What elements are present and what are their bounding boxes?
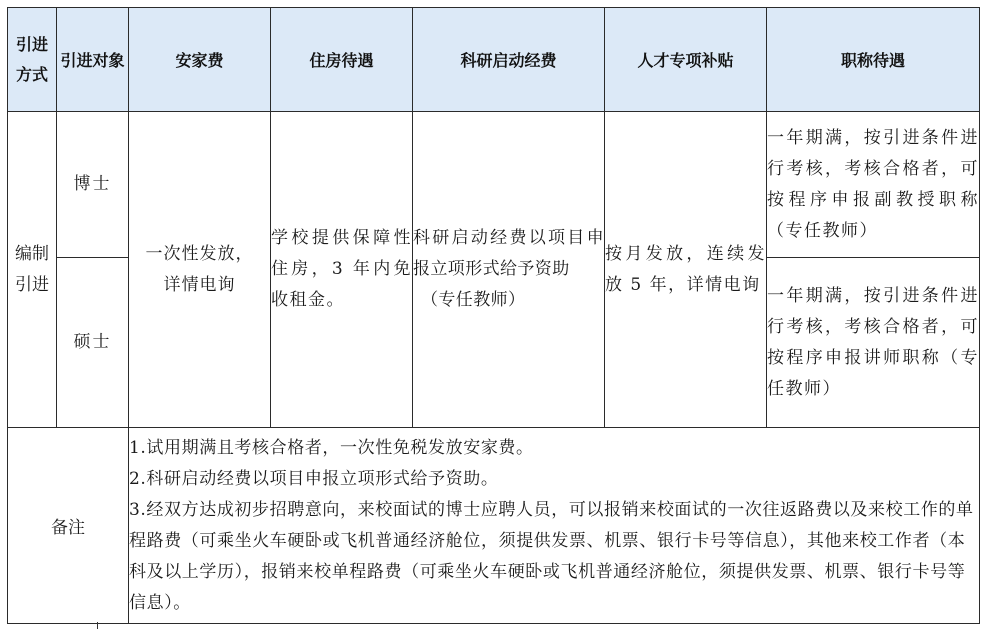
research-fund-cell bbox=[413, 112, 605, 428]
header-research-fund: 科研启动经费 bbox=[413, 8, 605, 112]
notes-label: 备注 bbox=[8, 428, 129, 624]
page-edge-mark bbox=[97, 622, 98, 629]
title-phd-cell: 一年期满，按引进条件进行考核，考核合格者，可按程序申报副教授职称（专任教师） bbox=[767, 112, 980, 258]
header-method-line1: 引进 bbox=[15, 34, 48, 54]
header-housing: 住房待遇 bbox=[271, 8, 413, 112]
settle-fee-cell bbox=[129, 112, 271, 428]
method-line1: 编制 bbox=[15, 243, 49, 264]
notes-cell bbox=[129, 428, 980, 624]
settle-fee-line2: 详情电询 bbox=[163, 274, 236, 295]
housing-cell: 学校提供保障性住房，3 年内免收租金。 bbox=[271, 112, 413, 428]
research-fund-text: 科研启动经费以项目申报立项形式给予资助 bbox=[413, 228, 604, 279]
target-phd: 博士 bbox=[57, 112, 129, 258]
method-line2: 引进 bbox=[15, 274, 49, 295]
header-talent-subsidy: 人才专项补贴 bbox=[605, 8, 767, 112]
header-method-line2: 方式 bbox=[15, 64, 48, 84]
research-fund-note: （专任教师） bbox=[421, 290, 526, 310]
note-item: 3.经双方达成初步招聘意向，来校面试的博士应聘人员，可以报销来校面试的一次往返路费以及来校工作的单程路费（可乘坐火车硬卧或飞机普通经济舱位，须提供发票、机票、银行卡号等信息），其他来校工作者（本科及以上学历），报销来校单程路费（可乘坐火车硬卧或飞机普通经济舱位，须提供发票、机票、银行卡号等信息）。 bbox=[129, 499, 974, 613]
note-item: 2.科研启动经费以项目申报立项形式给予资助。 bbox=[129, 468, 499, 489]
row-phd bbox=[8, 112, 980, 258]
header-method bbox=[8, 8, 57, 112]
talent-subsidy-cell: 按月发放，连续发放 5 年，详情电询 bbox=[605, 112, 767, 428]
header-title-treatment: 职称待遇 bbox=[767, 8, 980, 112]
header-target: 引进对象 bbox=[57, 8, 129, 112]
target-master: 硕士 bbox=[57, 258, 129, 428]
benefits-table bbox=[7, 7, 980, 624]
settle-fee-line1: 一次性发放， bbox=[145, 243, 254, 264]
method-cell bbox=[8, 112, 57, 428]
title-master-cell: 一年期满，按引进条件进行考核，考核合格者，可按程序申报讲师职称（专任教师） bbox=[767, 258, 980, 428]
header-row bbox=[8, 8, 980, 112]
row-notes bbox=[8, 428, 980, 624]
header-settle-fee: 安家费 bbox=[129, 8, 271, 112]
note-item: 1.试用期满且考核合格者，一次性免税发放安家费。 bbox=[129, 437, 534, 458]
